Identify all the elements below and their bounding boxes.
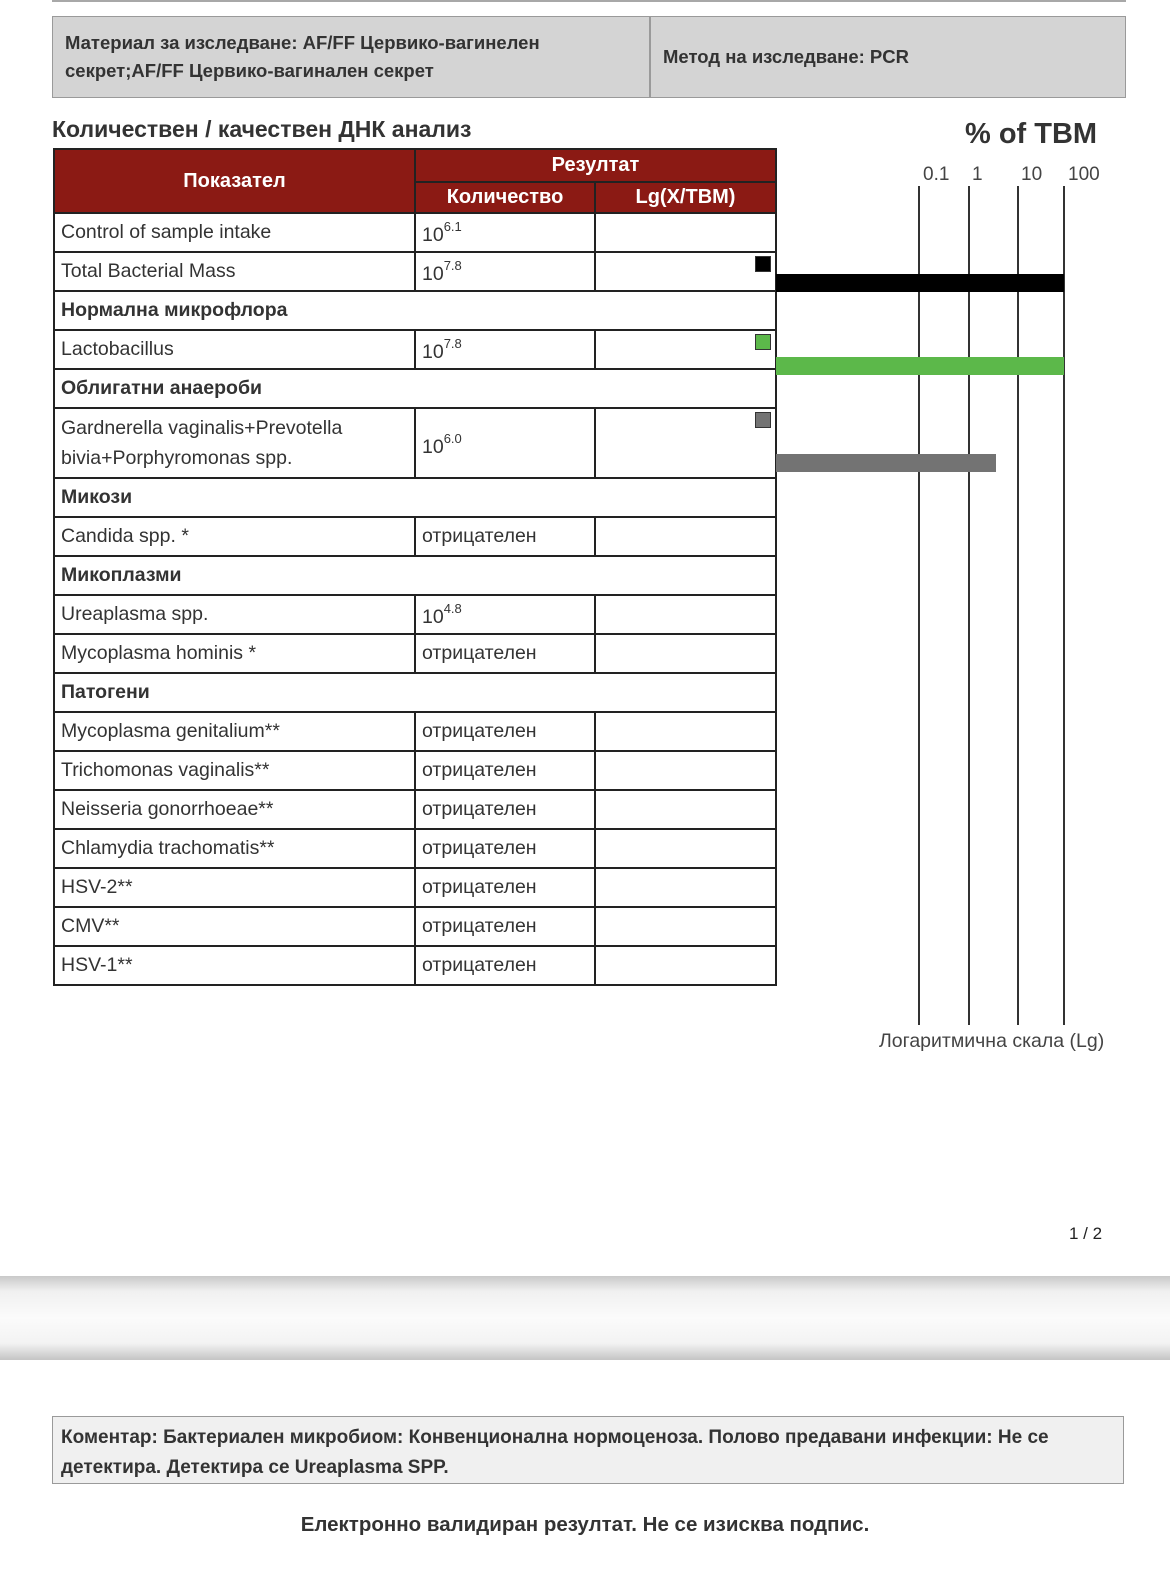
table-row — [54, 751, 776, 790]
indicator-name: CMV** — [54, 907, 415, 946]
top-border-divider — [650, 0, 652, 2]
indicator-name: HSV-2** — [54, 868, 415, 907]
table-row — [54, 252, 776, 291]
table-row — [54, 213, 776, 252]
group-row — [54, 369, 776, 408]
table-row — [54, 907, 776, 946]
group-label: Облигатни анаероби — [54, 369, 776, 408]
tick-label-1: 1 — [972, 164, 983, 185]
group-row — [54, 673, 776, 712]
chart-title: % of TBM — [965, 118, 1098, 150]
scale-label: Логаритмична скала (Lg) — [879, 1030, 1105, 1052]
lg-value — [595, 790, 776, 829]
quantity-value — [415, 595, 595, 634]
group-label: Микози — [54, 478, 776, 517]
quantity-value — [415, 408, 595, 478]
bar-gardnerella — [776, 454, 996, 472]
lg-value — [595, 517, 776, 556]
quantity-value: отрицателен — [415, 790, 595, 829]
quantity-value: отрицателен — [415, 946, 595, 985]
table-row — [54, 330, 776, 369]
quantity-base: 10 — [422, 340, 444, 363]
validation-footer: Електронно валидиран резултат. Не се изисква подпис. — [300, 1513, 870, 1536]
quantity-exponent: 6.0 — [443, 431, 462, 446]
table-row — [54, 712, 776, 751]
tick-label-0.1: 0.1 — [923, 164, 950, 185]
gridline-10 — [1017, 186, 1019, 1025]
header-lg: Lg(X/TBM) — [595, 182, 776, 213]
header-indicator: Показател — [54, 149, 415, 213]
quantity-value: отрицателен — [415, 517, 595, 556]
lg-value — [595, 330, 776, 369]
table-row — [54, 634, 776, 673]
comment-box: Коментар: Бактериален микробиом: Конвенционална нормоценоза. Полово предавани инфекции: Не се детектира. Детектира се Ureaplasma SPP. — [52, 1416, 1124, 1484]
lg-value — [595, 634, 776, 673]
gridline-100 — [1063, 186, 1065, 1025]
lg-value — [595, 712, 776, 751]
group-row — [54, 478, 776, 517]
indicator-name: Control of sample intake — [54, 213, 415, 252]
indicator-name: Mycoplasma hominis * — [54, 634, 415, 673]
quantity-exponent: 6.1 — [443, 218, 462, 234]
quantity-value: отрицателен — [415, 712, 595, 751]
quantity-base: 10 — [422, 436, 444, 458]
lg-value — [595, 946, 776, 985]
indicator-name: Mycoplasma genitalium** — [54, 712, 415, 751]
group-row — [54, 291, 776, 330]
quantity-base: 10 — [422, 262, 444, 285]
info-box — [52, 16, 1126, 98]
tick-label-10: 10 — [1021, 164, 1043, 185]
header-result: Резултат — [415, 149, 776, 182]
section-title: Количествен / качествен ДНК анализ — [52, 116, 472, 142]
indicator-name: Ureaplasma spp. — [54, 595, 415, 634]
indicator-name: HSV-1** — [54, 946, 415, 985]
table-row — [54, 829, 776, 868]
quantity-value: отрицателен — [415, 751, 595, 790]
quantity-value: отрицателен — [415, 868, 595, 907]
material-info: Материал за изследване: AF/FF Цервико-вагинелен секрет;AF/FF Цервико-вагинален секрет — [53, 17, 651, 97]
quantity-value — [415, 330, 595, 369]
indicator-name: Total Bacterial Mass — [54, 252, 415, 291]
quantity-value: отрицателен — [415, 634, 595, 673]
lg-value — [595, 252, 776, 291]
lg-value — [595, 595, 776, 634]
table-row — [54, 408, 776, 478]
indicator-name: Chlamydia trachomatis** — [54, 829, 415, 868]
lg-value — [595, 868, 776, 907]
lg-value — [595, 907, 776, 946]
indicator-name: Gardnerella vaginalis+Prevotella bivia+Porphyromonas spp. — [54, 408, 415, 478]
lg-value — [595, 829, 776, 868]
quantity-exponent: 7.8 — [443, 257, 462, 273]
legend-swatch-icon — [755, 256, 771, 272]
table-row — [54, 868, 776, 907]
table-row — [54, 517, 776, 556]
tick-label-100: 100 — [1068, 164, 1100, 185]
indicator-name: Trichomonas vaginalis** — [54, 751, 415, 790]
quantity-value — [415, 252, 595, 291]
quantity-exponent: 4.8 — [443, 600, 462, 616]
quantity-value: отрицателен — [415, 829, 595, 868]
bar-total-bacterial-mass — [776, 274, 1064, 292]
legend-swatch-icon — [755, 334, 771, 350]
group-label: Патогени — [54, 673, 776, 712]
table-row — [54, 946, 776, 985]
table-row — [54, 595, 776, 634]
method-info: Метод на изследване: PCR — [663, 46, 909, 67]
legend-swatch-icon — [755, 412, 771, 428]
top-border — [52, 0, 1126, 2]
table-row — [54, 790, 776, 829]
group-row — [54, 556, 776, 595]
quantity-base: 10 — [422, 223, 444, 246]
gridline-1 — [968, 186, 970, 1025]
quantity-value — [415, 213, 595, 252]
indicator-name: Lactobacillus — [54, 330, 415, 369]
indicator-name: Neisseria gonorrhoeae** — [54, 790, 415, 829]
header-quantity: Количество — [415, 182, 595, 213]
indicator-name: Candida spp. * — [54, 517, 415, 556]
lg-value — [595, 751, 776, 790]
lg-value — [595, 213, 776, 252]
bar-lactobacillus — [776, 357, 1064, 375]
results-table — [53, 148, 777, 986]
group-label: Микоплазми — [54, 556, 776, 595]
quantity-base: 10 — [422, 605, 444, 628]
quantity-exponent: 7.8 — [443, 335, 462, 351]
lg-value — [595, 408, 776, 478]
page-number: 1 / 2 — [1069, 1224, 1103, 1243]
page-break — [0, 1276, 1170, 1360]
gridline-0.1 — [918, 186, 920, 1025]
group-label: Нормална микрофлора — [54, 291, 776, 330]
quantity-value: отрицателен — [415, 907, 595, 946]
